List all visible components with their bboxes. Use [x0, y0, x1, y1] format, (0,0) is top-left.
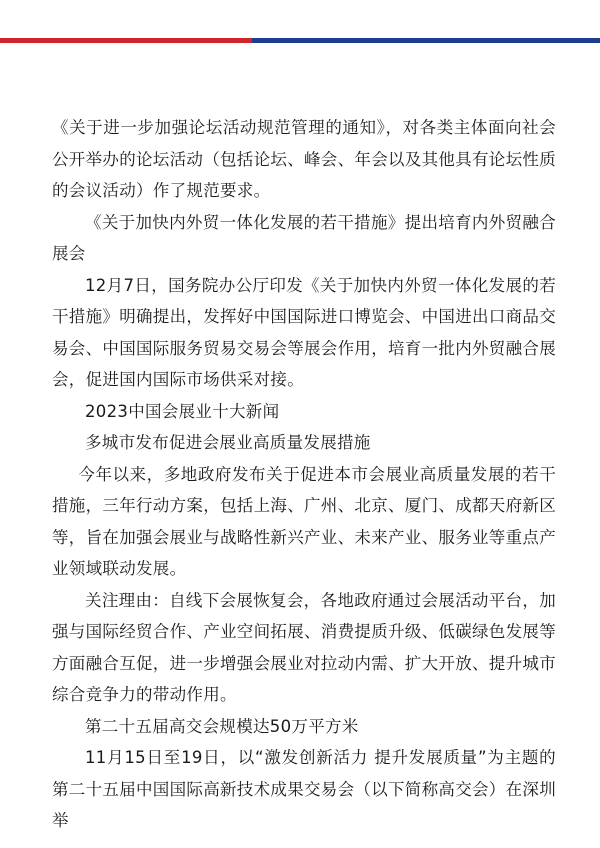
document-body: [52, 112, 556, 837]
heading-hi-tech-fair: 第二十五届高交会规模达50万平方米: [85, 716, 359, 736]
paragraph-reason: 关注理由：自线下会展恢复会，各地政府通过会展活动平台，加强与国际经贸合作、产业空间拓展、消费提质升级、低碳绿色发展等方面融合互促，进一步增强会展业对拉动内需、扩大开放、提升城市综合竞争力的带动作用。: [52, 590, 556, 704]
heading-city-measures: 多城市发布促进会展业高质量发展措施: [85, 433, 371, 452]
header-rule-blue-segment: [252, 38, 600, 43]
heading-top-ten-news: 2023中国会展业十大新闻: [85, 401, 280, 421]
header-color-rule: [0, 38, 600, 43]
paragraph-city-measures: 今年以来，多地政府发布关于促进本市会展业高质量发展的若干措施，三年行动方案，包括上海、广州、北京、厦门、成都天府新区等，旨在加强会展业与战略性新兴产业、未来产业、服务业等重点产业领域联动发展。: [52, 464, 556, 578]
paragraph-hi-tech-fair: 11月15日至19日，以“激发创新活力 提升发展质量”为主题的第二十五届中国国际高新技术成果交易会（以下简称高交会）在深圳举: [52, 748, 556, 830]
heading-trade-integration-measures: 《关于加快内外贸一体化发展的若干措施》提出培育内外贸融合展会: [52, 212, 556, 263]
header-rule-red-segment: [0, 38, 252, 43]
paragraph-trade-integration: 12月7日，国务院办公厅印发《关于加快内外贸一体化发展的若干措施》明确提出，发挥好中国国际进口博览会、中国进出口商品交易会、中国国际服务贸易交易会等展会作用，培育一批内外贸融合展会，促进国内国际市场供采对接。: [52, 275, 556, 389]
paragraph-forum-notice: 《关于进一步加强论坛活动规范管理的通知》，对各类主体面向社会公开举办的论坛活动（包括论坛、峰会、年会以及其他具有论坛性质的会议活动）作了规范要求。: [52, 118, 556, 200]
